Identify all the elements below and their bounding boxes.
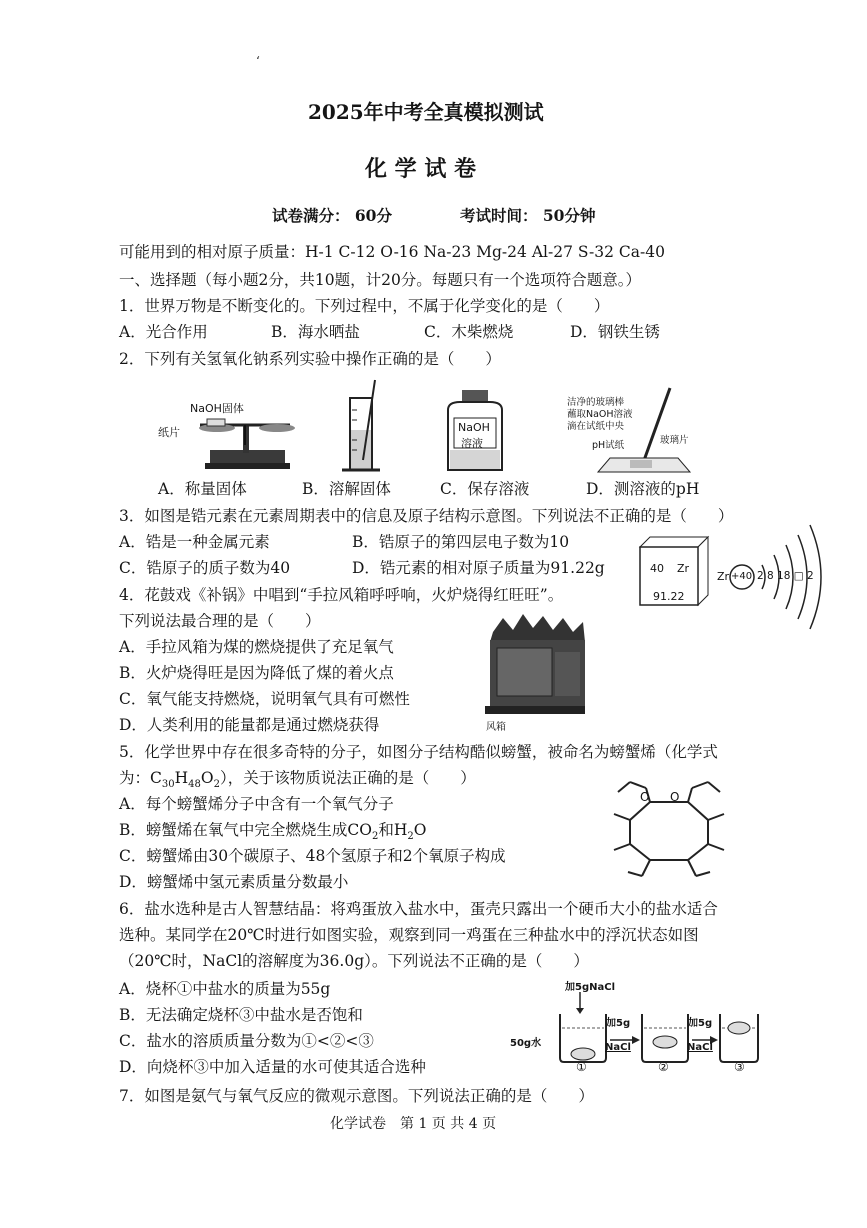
section-heading: 一、选择题（每小题2分，共10题，计20分。每题只有一个选项符合题意。） (119, 271, 642, 289)
question-1-option-d: D．钢铁生锈 (570, 323, 660, 341)
bottle-label-bottom: 溶液 (461, 437, 483, 450)
nacl-label-1: NaCl (605, 1042, 631, 1053)
paper-label: 纸片 (158, 426, 180, 439)
bottle-label-top: NaOH (458, 421, 490, 434)
question-5-stem: 5．化学世界中存在很多奇特的分子，如图分子结构酷似螃蟹，被命名为螃蟹烯（化学式 (119, 743, 718, 761)
page-title: 2025年中考全真模拟测试 (308, 100, 544, 124)
question-6-option-c: C．盐水的溶质质量分数为①<②<③ (119, 1032, 374, 1050)
page-subtitle: 化 学 试 卷 (365, 156, 476, 182)
question-4-option-c: C．氧气能支持燃烧，说明氧气具有可燃性 (119, 690, 410, 708)
question-2-option-b: B．溶解固体 (302, 480, 391, 498)
question-5-stem-2: 为：$C_{30}H_{48}O_2$），关于该物质说法正确的是（ ） (119, 769, 476, 791)
atom-symbol: Zr (717, 570, 730, 583)
element-mass: 91.22 (653, 590, 685, 603)
glass-label: 玻璃片 (660, 435, 689, 446)
question-2-option-c: C．保存溶液 (440, 480, 530, 498)
question-5-option-c: C．螃蟹烯由30个碳原子、48个氢原子和2个氧原子构成 (119, 847, 506, 865)
scan-mark: ʻ (256, 54, 260, 68)
oxygen-atom-label-1: O (640, 790, 650, 804)
naoh-solid-label: NaOH固体 (190, 402, 244, 415)
atomic-mass-line: 可能用到的相对原子质量：H-1 C-12 O-16 Na-23 Mg-24 Al-27 S-32 Ca-40 (119, 243, 665, 261)
question-2-option-a: A．称量固体 (158, 480, 247, 498)
question-4-option-b: B．火炉烧得旺是因为降低了煤的着火点 (119, 664, 394, 682)
question-1-option-a: A．光合作用 (119, 323, 208, 341)
crab-molecule-figure (608, 780, 728, 880)
question-2-option-d: D．测溶液的pH (586, 480, 700, 498)
ph-paper-label: pH试纸 (592, 440, 625, 451)
nacl-label-2: NaCl (687, 1042, 713, 1053)
question-6-stem: 6．盐水选种是古人智慧结晶：将鸡蛋放入盐水中，蛋壳只露出一个硬币大小的盐水适合 (119, 900, 718, 918)
question-5-option-d: D．螃蟹烯中氢元素质量分数最小 (119, 873, 349, 891)
element-number: 40 (650, 562, 664, 575)
ph-note-line-1: 洁净的玻璃棒 (567, 397, 625, 408)
cylinder-figure (330, 380, 390, 480)
question-7-stem: 7．如图是氨气与氧气反应的微观示意图。下列说法正确的是（ ） (119, 1087, 594, 1105)
question-4-option-a: A．手拉风箱为煤的燃烧提供了充足氧气 (119, 638, 394, 656)
page-footer: 化学试卷 第 1 页 共 4 页 (330, 1116, 497, 1132)
question-4-option-d: D．人类利用的能量都是通过燃烧获得 (119, 716, 380, 734)
question-4-stem-2: 下列说法最合理的是（ ） (119, 612, 321, 630)
beaker-3-label: ③ (734, 1060, 745, 1074)
ph-note-line-2: 蘸取NaOH溶液 (567, 409, 633, 420)
add-nacl-label: 加5gNaCl (565, 982, 615, 993)
oxygen-atom-label-2: O (670, 790, 680, 804)
add-5g-label-1: 加5g (606, 1018, 631, 1029)
question-5-option-b: B．螃蟹烯在氧气中完全燃烧生成$CO_2$和$H_2O$ (119, 821, 427, 843)
question-1-option-b: B．海水晒盐 (271, 323, 360, 341)
exam-time: 考试时间： 50分钟 (460, 206, 596, 225)
bellows-figure (485, 612, 590, 720)
question-6-option-d: D．向烧杯③中加入适量的水可使其适合选种 (119, 1058, 426, 1076)
beaker-2-label: ② (658, 1060, 669, 1074)
question-6-option-b: B．无法确定烧杯③中盐水是否饱和 (119, 1006, 363, 1024)
question-3-option-c: C．锆原子的质子数为40 (119, 559, 291, 577)
question-1-stem: 1．世界万物是不断变化的。下列过程中，不属于化学变化的是（ ） (119, 297, 610, 315)
question-6-option-a: A．烧杯①中盐水的质量为55g (119, 980, 331, 998)
water-label: 50g水 (510, 1038, 542, 1049)
question-1-option-c: C．木柴燃烧 (424, 323, 514, 341)
beakers-figure (510, 990, 760, 1070)
atom-shells: 2 8 18 □ 2 (757, 570, 814, 582)
ph-note-line-3: 滴在试纸中央 (567, 421, 625, 432)
question-3-option-d: D．锆元素的相对原子质量为91.22g (352, 559, 605, 577)
question-4-stem: 4．花鼓戏《补锅》中唱到“手拉风箱呼呼响，火炉烧得红旺旺”。 (119, 586, 564, 604)
beaker-1-label: ① (576, 1060, 587, 1074)
question-3-stem: 3．如图是锆元素在元素周期表中的信息及原子结构示意图。下列说法不正确的是（ ） (119, 507, 734, 525)
question-6-stem-2: 选种。某同学在20℃时进行如图实验，观察到同一鸡蛋在三种盐水中的浮沉状态如图 (119, 926, 699, 944)
atom-nucleus: +40 (731, 571, 753, 582)
question-5-option-a: A．每个螃蟹烯分子中含有一个氧气分子 (119, 795, 394, 813)
question-2-stem: 2．下列有关氢氧化钠系列实验中操作正确的是（ ） (119, 350, 501, 368)
bellows-label: 风箱 (486, 722, 506, 733)
ph-test-figure (590, 388, 700, 478)
full-marks: 试卷满分： 60分 (272, 206, 392, 225)
question-3-option-b: B．锆原子的第四层电子数为10 (352, 533, 570, 551)
question-3-option-a: A．锆是一种金属元素 (119, 533, 270, 551)
add-5g-label-2: 加5g (688, 1018, 713, 1029)
element-symbol: Zr (677, 562, 690, 575)
question-6-stem-3: （20℃时，NaCl的溶解度为36.0g）。下列说法不正确的是（ ） (119, 952, 589, 970)
